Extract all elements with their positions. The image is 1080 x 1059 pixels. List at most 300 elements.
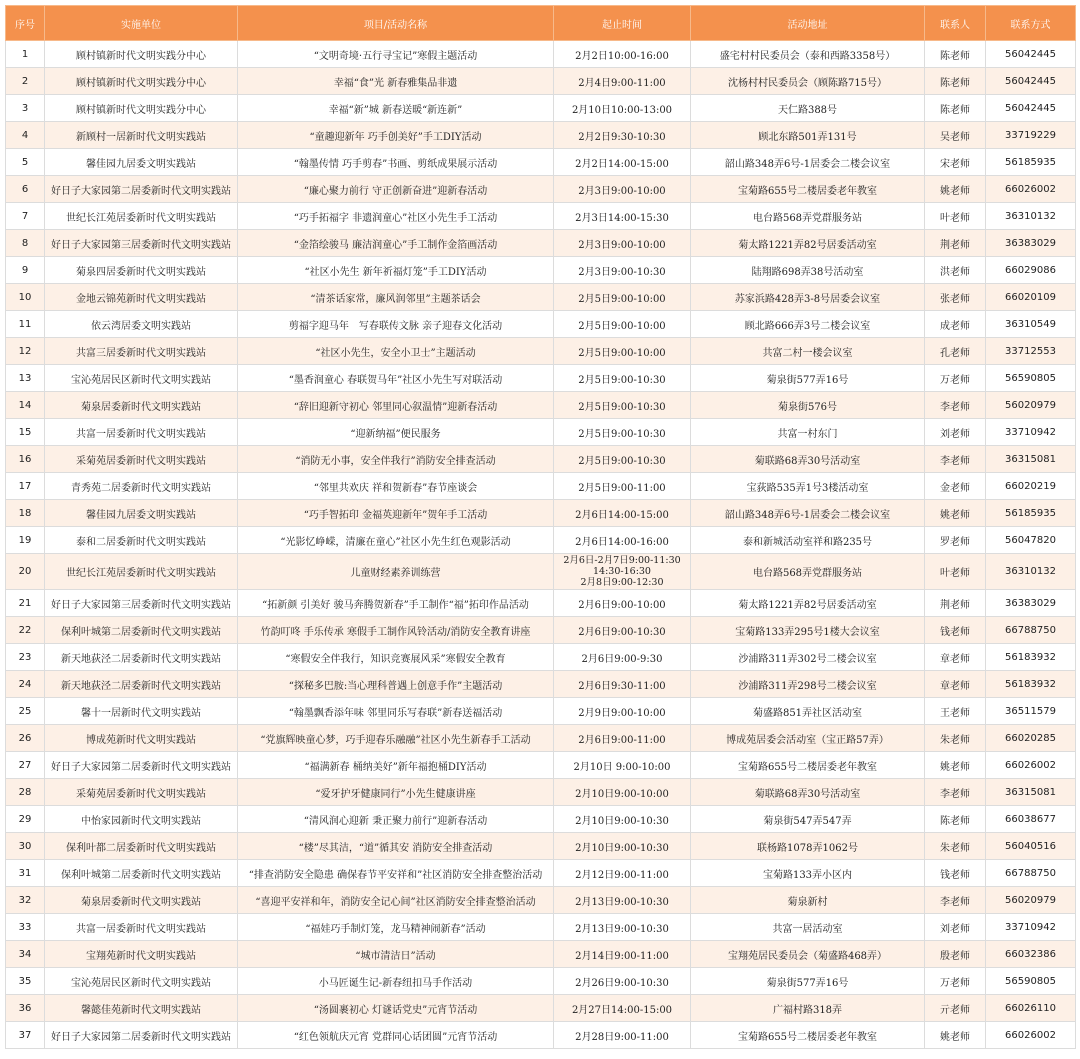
cell-phone: 33710942 (986, 419, 1076, 446)
cell-phone: 56185935 (986, 500, 1076, 527)
cell-address: 共富一村东门 (691, 419, 925, 446)
table-body (6, 41, 1076, 1049)
cell-index: 11 (6, 311, 45, 338)
table-row (6, 698, 1076, 725)
cell-organizer: 保利叶城第二居委新时代文明实践站 (45, 860, 238, 887)
cell-time: 2月6日9:00-9:30 (554, 644, 691, 671)
table-row (6, 338, 1076, 365)
cell-activity-name: “巧手智拓印 金福英迎新年”贺年手工活动 (238, 500, 554, 527)
cell-index: 28 (6, 779, 45, 806)
table-row (6, 914, 1076, 941)
cell-organizer: 馨十一居新时代文明实践站 (45, 698, 238, 725)
cell-contact: 张老师 (925, 284, 986, 311)
cell-organizer: 世纪长江苑居委新时代文明实践站 (45, 554, 238, 590)
cell-activity-name: “迎新纳福”便民服务 (238, 419, 554, 446)
cell-phone: 56590805 (986, 365, 1076, 392)
cell-contact: 万老师 (925, 968, 986, 995)
cell-contact: 吴老师 (925, 122, 986, 149)
cell-organizer: 顾村镇新时代文明实践分中心 (45, 95, 238, 122)
cell-contact: 姚老师 (925, 500, 986, 527)
cell-time: 2月5日9:00-10:30 (554, 419, 691, 446)
cell-index: 3 (6, 95, 45, 122)
cell-activity-name: 剪福字迎马年 写春联传文脉 亲子迎春文化活动 (238, 311, 554, 338)
cell-time: 2月13日9:00-10:30 (554, 914, 691, 941)
cell-activity-name: “排查消防安全隐患 确保春节平安祥和”社区消防安全排查整治活动 (238, 860, 554, 887)
table-row (6, 1022, 1076, 1049)
cell-contact: 叶老师 (925, 554, 986, 590)
cell-activity-name: “社区小先生，安全小卫士”主题活动 (238, 338, 554, 365)
cell-contact: 姚老师 (925, 176, 986, 203)
cell-phone: 56042445 (986, 41, 1076, 68)
cell-organizer: 菊泉居委新时代文明实践站 (45, 392, 238, 419)
cell-address: 宝菊路655号二楼居委老年教室 (691, 1022, 925, 1049)
cell-phone: 56183932 (986, 644, 1076, 671)
cell-phone: 36310549 (986, 311, 1076, 338)
cell-phone: 36310132 (986, 203, 1076, 230)
cell-time: 2月26日9:00-10:30 (554, 968, 691, 995)
cell-activity-name: “红色领航庆元宵 党群同心话团圆”元宵节活动 (238, 1022, 554, 1049)
cell-index: 34 (6, 941, 45, 968)
cell-activity-name: “福满新春 桶纳美好”新年福抱桶DIY活动 (238, 752, 554, 779)
cell-activity-name: 幸福“食”光 新春雅集品非遗 (238, 68, 554, 95)
cell-organizer: 好日子大家园第二居委新时代文明实践站 (45, 1022, 238, 1049)
cell-contact: 洪老师 (925, 257, 986, 284)
cell-time (554, 554, 691, 590)
cell-phone: 36383029 (986, 590, 1076, 617)
cell-phone: 66020219 (986, 473, 1076, 500)
cell-index: 23 (6, 644, 45, 671)
cell-phone: 66029086 (986, 257, 1076, 284)
cell-address: 苏家浜路428弄3-8号居委会议室 (691, 284, 925, 311)
table-row (6, 752, 1076, 779)
table-row (6, 473, 1076, 500)
table-row (6, 149, 1076, 176)
table-row (6, 311, 1076, 338)
cell-contact: 万老师 (925, 365, 986, 392)
cell-index: 14 (6, 392, 45, 419)
cell-organizer: 依云湾居委文明实践站 (45, 311, 238, 338)
cell-activity-name: “翰墨飘香添年味 邻里同乐写春联”新春送福活动 (238, 698, 554, 725)
cell-time: 2月5日9:00-11:00 (554, 473, 691, 500)
cell-index: 2 (6, 68, 45, 95)
cell-organizer: 顾村镇新时代文明实践分中心 (45, 41, 238, 68)
cell-phone: 56183932 (986, 671, 1076, 698)
cell-address: 菊太路1221弄82号居委活动室 (691, 590, 925, 617)
cell-organizer: 馨佳园九居委文明实践站 (45, 149, 238, 176)
table-row (6, 941, 1076, 968)
cell-contact: 章老师 (925, 671, 986, 698)
cell-index: 26 (6, 725, 45, 752)
cell-time: 2月2日9:30-10:30 (554, 122, 691, 149)
cell-time: 2月14日9:00-11:00 (554, 941, 691, 968)
cell-address: 韶山路348弄6号-1居委会二楼会议室 (691, 149, 925, 176)
cell-time: 2月5日9:00-10:00 (554, 338, 691, 365)
cell-organizer: 保利叶都二居委新时代文明实践站 (45, 833, 238, 860)
cell-time: 2月10日9:00-10:00 (554, 779, 691, 806)
cell-phone: 66026002 (986, 176, 1076, 203)
table-row (6, 68, 1076, 95)
cell-time: 2月6日9:00-10:30 (554, 617, 691, 644)
cell-address: 共富一居活动室 (691, 914, 925, 941)
cell-address: 顾北东路501弄131号 (691, 122, 925, 149)
table-row (6, 500, 1076, 527)
cell-address: 菊泉新村 (691, 887, 925, 914)
cell-index: 12 (6, 338, 45, 365)
cell-activity-name: 儿童财经素养训练营 (238, 554, 554, 590)
cell-activity-name: “楼”尽其洁，“道”循其安 消防安全排查活动 (238, 833, 554, 860)
header-address: 活动地址 (691, 6, 925, 41)
cell-organizer: 泰和二居委新时代文明实践站 (45, 527, 238, 554)
cell-index: 8 (6, 230, 45, 257)
cell-activity-name: “爱牙护牙健康同行”小先生健康讲座 (238, 779, 554, 806)
cell-time: 2月4日9:00-11:00 (554, 68, 691, 95)
table-row (6, 446, 1076, 473)
cell-organizer: 宝沁苑居民区新时代文明实践站 (45, 365, 238, 392)
cell-contact: 王老师 (925, 698, 986, 725)
cell-address: 沈杨村村民委员会（顾陈路715号） (691, 68, 925, 95)
cell-organizer: 好日子大家园第三居委新时代文明实践站 (45, 590, 238, 617)
cell-organizer: 中怡家园新时代文明实践站 (45, 806, 238, 833)
cell-contact: 李老师 (925, 887, 986, 914)
cell-contact: 李老师 (925, 446, 986, 473)
time-line: 2月6日-2月7日9:00-11:30 (563, 555, 681, 566)
cell-activity-name: “社区小先生 新年祈福灯笼”手工DIY活动 (238, 257, 554, 284)
cell-organizer: 采菊苑居委新时代文明实践站 (45, 779, 238, 806)
cell-contact: 姚老师 (925, 1022, 986, 1049)
cell-index: 35 (6, 968, 45, 995)
cell-organizer: 菊泉四居委新时代文明实践站 (45, 257, 238, 284)
cell-time: 2月6日9:00-11:00 (554, 725, 691, 752)
table-row (6, 554, 1076, 590)
cell-activity-name: “童趣迎新年 巧手创美好”手工DIY活动 (238, 122, 554, 149)
cell-time: 2月5日9:00-10:00 (554, 284, 691, 311)
cell-address: 电台路568弄党群服务站 (691, 203, 925, 230)
cell-phone: 66032386 (986, 941, 1076, 968)
table-row (6, 671, 1076, 698)
cell-contact: 荆老师 (925, 230, 986, 257)
cell-address: 菊泉街547弄547弄 (691, 806, 925, 833)
cell-index: 6 (6, 176, 45, 203)
cell-organizer: 宝翔苑新时代文明实践站 (45, 941, 238, 968)
cell-contact: 李老师 (925, 392, 986, 419)
cell-organizer: 好日子大家园第二居委新时代文明实践站 (45, 176, 238, 203)
table-row (6, 968, 1076, 995)
cell-index: 5 (6, 149, 45, 176)
cell-contact: 荆老师 (925, 590, 986, 617)
cell-phone: 56042445 (986, 95, 1076, 122)
cell-time: 2月6日9:00-10:00 (554, 590, 691, 617)
cell-activity-name: “清风润心迎新 秉正聚力前行”迎新春活动 (238, 806, 554, 833)
header-index: 序号 (6, 6, 45, 41)
table-header (6, 6, 1076, 41)
cell-index: 36 (6, 995, 45, 1022)
cell-time: 2月3日9:00-10:00 (554, 176, 691, 203)
cell-contact: 陈老师 (925, 95, 986, 122)
cell-organizer: 共富一居委新时代文明实践站 (45, 914, 238, 941)
cell-index: 20 (6, 554, 45, 590)
cell-activity-name: “拓新颜 引美好 骏马奔腾贺新春”手工制作“福”拓印作品活动 (238, 590, 554, 617)
cell-contact: 叶老师 (925, 203, 986, 230)
cell-phone: 56042445 (986, 68, 1076, 95)
cell-organizer: 馨佳园九居委文明实践站 (45, 500, 238, 527)
cell-time: 2月5日9:00-10:30 (554, 392, 691, 419)
cell-contact: 朱老师 (925, 833, 986, 860)
cell-index: 24 (6, 671, 45, 698)
table-row (6, 617, 1076, 644)
table-row (6, 284, 1076, 311)
cell-activity-name: “清茶话家常，廉风润邻里”主题茶话会 (238, 284, 554, 311)
cell-organizer: 共富三居委新时代文明实践站 (45, 338, 238, 365)
cell-address: 宝菊路655号二楼居委老年教室 (691, 176, 925, 203)
header-time: 起止时间 (554, 6, 691, 41)
table-row (6, 392, 1076, 419)
cell-phone: 66026002 (986, 752, 1076, 779)
cell-organizer: 保利叶城第二居委新时代文明实践站 (45, 617, 238, 644)
cell-index: 30 (6, 833, 45, 860)
cell-index: 32 (6, 887, 45, 914)
cell-organizer: 好日子大家园第二居委新时代文明实践站 (45, 752, 238, 779)
cell-time: 2月10日 9:00-10:00 (554, 752, 691, 779)
cell-address: 菊泉街577弄16号 (691, 365, 925, 392)
header-row (6, 6, 1076, 41)
cell-index: 17 (6, 473, 45, 500)
cell-phone: 33710942 (986, 914, 1076, 941)
cell-address: 菊泉街576号 (691, 392, 925, 419)
time-line: 2月8日9:00-12:30 (580, 577, 664, 588)
cell-organizer: 菊泉居委新时代文明实践站 (45, 887, 238, 914)
cell-phone: 33719229 (986, 122, 1076, 149)
table-row (6, 203, 1076, 230)
cell-time: 2月12日9:00-11:00 (554, 860, 691, 887)
cell-contact: 罗老师 (925, 527, 986, 554)
cell-address: 沙浦路311弄298号二楼会议室 (691, 671, 925, 698)
cell-index: 31 (6, 860, 45, 887)
cell-contact: 刘老师 (925, 914, 986, 941)
cell-time: 2月3日9:00-10:00 (554, 230, 691, 257)
header-organizer: 实施单位 (45, 6, 238, 41)
cell-time: 2月6日14:00-16:00 (554, 527, 691, 554)
cell-address: 顾北路666弄3号二楼会议室 (691, 311, 925, 338)
table-row (6, 230, 1076, 257)
cell-address: 菊泉街577弄16号 (691, 968, 925, 995)
cell-address: 博成苑居委会活动室（宝正路57弄） (691, 725, 925, 752)
cell-organizer: 顾村镇新时代文明实践分中心 (45, 68, 238, 95)
cell-address: 宝菊路133弄295号1楼大会议室 (691, 617, 925, 644)
cell-time: 2月2日14:00-15:00 (554, 149, 691, 176)
cell-organizer: 新天地荻泾二居委新时代文明实践站 (45, 644, 238, 671)
cell-activity-name: “探秘多巴胺:当心理科普遇上创意手作”主题活动 (238, 671, 554, 698)
cell-contact: 钱老师 (925, 860, 986, 887)
cell-contact: 宋老师 (925, 149, 986, 176)
cell-phone: 36511579 (986, 698, 1076, 725)
cell-index: 18 (6, 500, 45, 527)
cell-activity-name: “墨香润童心 春联贺马年”社区小先生写对联活动 (238, 365, 554, 392)
cell-address: 广福村路318弄 (691, 995, 925, 1022)
table-row (6, 176, 1076, 203)
cell-address: 电台路568弄党群服务站 (691, 554, 925, 590)
cell-phone: 66026110 (986, 995, 1076, 1022)
cell-activity-name: “光影忆峥嵘，清廉在童心”社区小先生红色观影活动 (238, 527, 554, 554)
cell-address: 天仁路388号 (691, 95, 925, 122)
table-row (6, 725, 1076, 752)
cell-index: 27 (6, 752, 45, 779)
cell-contact: 成老师 (925, 311, 986, 338)
cell-phone: 36315081 (986, 779, 1076, 806)
cell-activity-name: “消防无小事，安全伴我行”消防安全排查活动 (238, 446, 554, 473)
cell-organizer: 金地云锦苑新时代文明实践站 (45, 284, 238, 311)
cell-index: 4 (6, 122, 45, 149)
table-row (6, 860, 1076, 887)
cell-phone: 66788750 (986, 617, 1076, 644)
cell-address: 宝菊路655号二楼居委老年教室 (691, 752, 925, 779)
cell-phone: 66020109 (986, 284, 1076, 311)
header-contact: 联系人 (925, 6, 986, 41)
cell-index: 29 (6, 806, 45, 833)
cell-time: 2月5日9:00-10:30 (554, 446, 691, 473)
cell-organizer: 世纪长江苑居委新时代文明实践站 (45, 203, 238, 230)
cell-address: 宝荻路535弄1号3楼活动室 (691, 473, 925, 500)
cell-activity-name: “金箔绘骏马 廉洁润童心”手工制作金箔画活动 (238, 230, 554, 257)
cell-phone: 56020979 (986, 887, 1076, 914)
cell-index: 10 (6, 284, 45, 311)
cell-address: 陆翔路698弄38号活动室 (691, 257, 925, 284)
cell-index: 37 (6, 1022, 45, 1049)
cell-index: 15 (6, 419, 45, 446)
cell-organizer: 共富一居委新时代文明实践站 (45, 419, 238, 446)
cell-contact: 朱老师 (925, 725, 986, 752)
time-line: 14:30-16:30 (593, 566, 651, 577)
cell-contact: 殷老师 (925, 941, 986, 968)
cell-contact: 钱老师 (925, 617, 986, 644)
cell-phone: 66038677 (986, 806, 1076, 833)
header-phone: 联系方式 (986, 6, 1076, 41)
cell-address: 共富二村一楼会议室 (691, 338, 925, 365)
cell-activity-name: “福娃巧手制灯笼，龙马精神闹新春”活动 (238, 914, 554, 941)
cell-address: 联杨路1078弄1062号 (691, 833, 925, 860)
cell-time: 2月10日9:00-10:30 (554, 833, 691, 860)
cell-phone: 56047820 (986, 527, 1076, 554)
cell-contact: 姚老师 (925, 752, 986, 779)
cell-phone: 36310132 (986, 554, 1076, 590)
cell-activity-name: “邻里共欢庆 祥和贺新春”春节座谈会 (238, 473, 554, 500)
cell-time: 2月5日9:00-10:30 (554, 365, 691, 392)
cell-contact: 刘老师 (925, 419, 986, 446)
cell-phone: 56040516 (986, 833, 1076, 860)
cell-activity-name: “党旗辉映童心梦，巧手迎春乐融融”社区小先生新春手工活动 (238, 725, 554, 752)
cell-activity-name: “汤圆裹初心 灯谜话党史”元宵节活动 (238, 995, 554, 1022)
cell-activity-name: “翰墨传情 巧手剪春”书画、剪纸成果展示活动 (238, 149, 554, 176)
table-row (6, 365, 1076, 392)
cell-index: 1 (6, 41, 45, 68)
cell-index: 13 (6, 365, 45, 392)
cell-time: 2月27日14:00-15:00 (554, 995, 691, 1022)
cell-organizer: 采菊苑居委新时代文明实践站 (45, 446, 238, 473)
table-row (6, 419, 1076, 446)
cell-address: 泰和新城活动室祥和路235号 (691, 527, 925, 554)
header-activity-name: 项目/活动名称 (238, 6, 554, 41)
cell-address: 菊盛路851弄社区活动室 (691, 698, 925, 725)
cell-address: 菊联路68弄30号活动室 (691, 779, 925, 806)
table-row (6, 779, 1076, 806)
cell-index: 25 (6, 698, 45, 725)
cell-activity-name: “廉心聚力前行 守正创新奋进”迎新春活动 (238, 176, 554, 203)
cell-time: 2月6日9:30-11:00 (554, 671, 691, 698)
cell-index: 22 (6, 617, 45, 644)
cell-time: 2月3日9:00-10:30 (554, 257, 691, 284)
cell-contact: 陈老师 (925, 68, 986, 95)
cell-address: 菊联路68弄30号活动室 (691, 446, 925, 473)
cell-index: 7 (6, 203, 45, 230)
cell-phone: 56590805 (986, 968, 1076, 995)
cell-organizer: 青秀苑二居委新时代文明实践站 (45, 473, 238, 500)
cell-activity-name: 小马匠诞生记-新春纽扣马手作活动 (238, 968, 554, 995)
cell-time: 2月10日9:00-10:30 (554, 806, 691, 833)
cell-address: 宝翔苑居民委员会（菊盛路468弄） (691, 941, 925, 968)
cell-index: 33 (6, 914, 45, 941)
table-row (6, 95, 1076, 122)
cell-contact: 章老师 (925, 644, 986, 671)
cell-activity-name: “辞旧迎新守初心 邻里同心叙温情”迎新春活动 (238, 392, 554, 419)
table-row (6, 527, 1076, 554)
cell-activity-name: 竹韵叮咚 手乐传承 寒假手工制作风铃活动/消防安全教育讲座 (238, 617, 554, 644)
cell-phone: 66788750 (986, 860, 1076, 887)
cell-index: 19 (6, 527, 45, 554)
cell-address: 宝菊路133弄小区内 (691, 860, 925, 887)
cell-index: 16 (6, 446, 45, 473)
cell-time: 2月5日9:00-10:00 (554, 311, 691, 338)
cell-activity-name: “寒假安全伴我行，知识竞赛展风采”寒假安全教育 (238, 644, 554, 671)
cell-time: 2月2日10:00-16:00 (554, 41, 691, 68)
cell-phone: 33712553 (986, 338, 1076, 365)
table-row (6, 41, 1076, 68)
cell-time: 2月13日9:00-10:30 (554, 887, 691, 914)
cell-contact: 陈老师 (925, 41, 986, 68)
cell-phone: 66026002 (986, 1022, 1076, 1049)
table-row (6, 590, 1076, 617)
cell-address: 盛宅村村民委员会（泰和西路3358号） (691, 41, 925, 68)
cell-index: 21 (6, 590, 45, 617)
cell-organizer: 新天地荻泾二居委新时代文明实践站 (45, 671, 238, 698)
cell-phone: 36315081 (986, 446, 1076, 473)
cell-address: 沙浦路311弄302号二楼会议室 (691, 644, 925, 671)
cell-time: 2月3日14:00-15:30 (554, 203, 691, 230)
cell-activity-name: “城市清洁日”活动 (238, 941, 554, 968)
table-row (6, 833, 1076, 860)
cell-phone: 56185935 (986, 149, 1076, 176)
cell-contact: 孔老师 (925, 338, 986, 365)
cell-organizer: 博成苑新时代文明实践站 (45, 725, 238, 752)
cell-activity-name: “巧手拓福字 非遗润童心”社区小先生手工活动 (238, 203, 554, 230)
cell-organizer: 宝沁苑居民区新时代文明实践站 (45, 968, 238, 995)
cell-phone: 56020979 (986, 392, 1076, 419)
cell-contact: 李老师 (925, 779, 986, 806)
cell-index: 9 (6, 257, 45, 284)
cell-organizer: 新顾村一居新时代文明实践站 (45, 122, 238, 149)
table-row (6, 257, 1076, 284)
table-row (6, 995, 1076, 1022)
cell-contact: 金老师 (925, 473, 986, 500)
cell-contact: 陈老师 (925, 806, 986, 833)
activity-table (5, 5, 1076, 1049)
table-row (6, 644, 1076, 671)
cell-phone: 36383029 (986, 230, 1076, 257)
cell-time: 2月9日9:00-10:00 (554, 698, 691, 725)
cell-address: 韶山路348弄6号-1居委会二楼会议室 (691, 500, 925, 527)
cell-time: 2月28日9:00-11:00 (554, 1022, 691, 1049)
cell-phone: 66020285 (986, 725, 1076, 752)
cell-activity-name: “文明奇境·五行寻宝记”寒假主题活动 (238, 41, 554, 68)
cell-activity-name: 幸福“新”城 新春送暖“新连新” (238, 95, 554, 122)
